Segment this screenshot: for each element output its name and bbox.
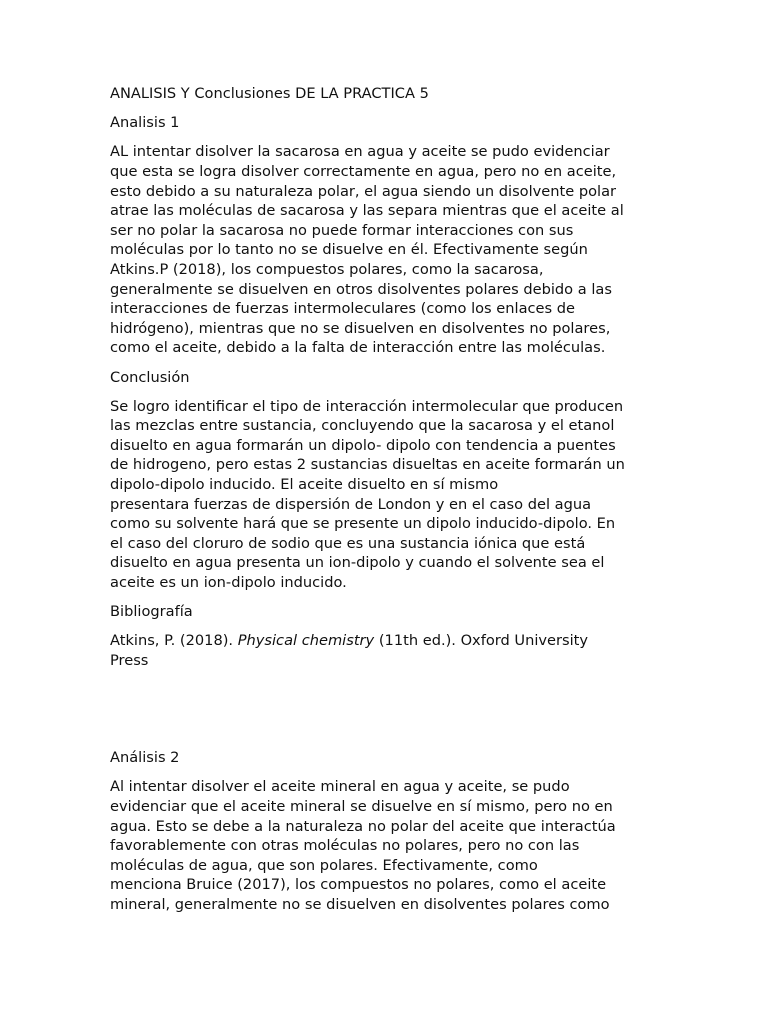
- section1-heading: Analisis 1: [110, 114, 180, 132]
- section1-line: ser no polar la sacarosa no puede formar interacciones con sus: [110, 221, 574, 239]
- conclusion-line: disuelto en agua presenta un ion-dipolo y cuando el solvente sea el: [110, 554, 605, 572]
- conclusion-line: de hidrogeno, pero estas 2 sustancias disueltas en aceite formarán un: [110, 456, 625, 474]
- section1-line: como el aceite, debido a la falta de interacción entre las moléculas.: [110, 339, 606, 357]
- conclusion-line: Se logro identificar el tipo de interacción intermolecular que producen: [110, 397, 624, 415]
- section2-line: agua. Esto se debe a la naturaleza no polar del aceite que interactúa: [110, 817, 616, 835]
- section2-line: moléculas de agua, que son polares. Efectivamente, como: [110, 856, 538, 874]
- section2-line: menciona Bruice (2017), los compuestos no polares, como el aceite: [110, 876, 607, 894]
- bibliography-reference: [110, 631, 670, 670]
- conclusion-line: aceite es un ion-dipolo inducido.: [110, 574, 347, 592]
- conclusion-line: disuelto en agua formarán un dipolo- dipolo con tendencia a puentes: [110, 436, 616, 454]
- document-page: [110, 84, 670, 924]
- section1-line: que esta se logra disolver correctamente en agua, pero no en aceite,: [110, 162, 617, 180]
- conclusion-line: las mezclas entre sustancia, concluyendo que la sacarosa y el etanol: [110, 417, 615, 435]
- conclusion-line: presentara fuerzas de dispersión de London y en el caso del agua: [110, 495, 592, 513]
- section1-line: Atkins.P (2018), los compuestos polares, como la sacarosa,: [110, 260, 544, 278]
- section2-line: favorablemente con otras moléculas no polares, pero no con las: [110, 837, 580, 855]
- bibliography-heading: Bibliografía: [110, 603, 193, 621]
- reference-edition: (11th ed.). Oxford University: [374, 632, 589, 650]
- reference-line: [110, 631, 670, 651]
- section2-heading: Análisis 2: [110, 749, 180, 767]
- section1-line: atrae las moléculas de sacarosa y las separa mientras que el aceite al: [110, 202, 624, 220]
- conclusion-line: como su solvente hará que se presente un dipolo inducido-dipolo. En: [110, 515, 616, 533]
- conclusion-paragraph: [110, 397, 670, 593]
- section2-line: mineral, generalmente no se disuelven en disolventes polares como: [110, 895, 610, 913]
- section1-line: interacciones de fuerzas intermoleculares (como los enlaces de: [110, 300, 576, 318]
- section2-paragraph: [110, 777, 670, 914]
- section1-line: moléculas por lo tanto no se disuelve en él. Efectivamente según: [110, 241, 588, 259]
- reference-title: Physical chemistry: [237, 632, 375, 650]
- section2-line: evidenciar que el aceite mineral se disuelve en sí mismo, pero no en: [110, 797, 613, 815]
- reference-publisher: Press: [110, 652, 149, 669]
- document-title: ANALISIS Y Conclusiones DE LA PRACTICA 5: [110, 85, 429, 102]
- section2-line: Al intentar disolver el aceite mineral en agua y aceite, se pudo: [110, 778, 570, 796]
- section1-line: AL intentar disolver la sacarosa en agua y aceite se pudo evidenciar: [110, 143, 610, 161]
- blank-space: [110, 680, 670, 748]
- reference-author: Atkins, P. (2018).: [110, 632, 238, 650]
- section1-paragraph: [110, 142, 670, 358]
- section1-line: hidrógeno), mientras que no se disuelven en disolventes no polares,: [110, 319, 611, 337]
- section1-line: esto debido a su naturaleza polar, el agua siendo un disolvente polar: [110, 182, 617, 200]
- section1-line: generalmente se disuelven en otros disolventes polares debido a las: [110, 280, 612, 298]
- conclusion-line: el caso del cloruro de sodio que es una sustancia iónica que está: [110, 534, 586, 552]
- conclusion-heading: Conclusión: [110, 368, 190, 386]
- conclusion-line: dipolo-dipolo inducido. El aceite disuelto en sí mismo: [110, 476, 499, 494]
